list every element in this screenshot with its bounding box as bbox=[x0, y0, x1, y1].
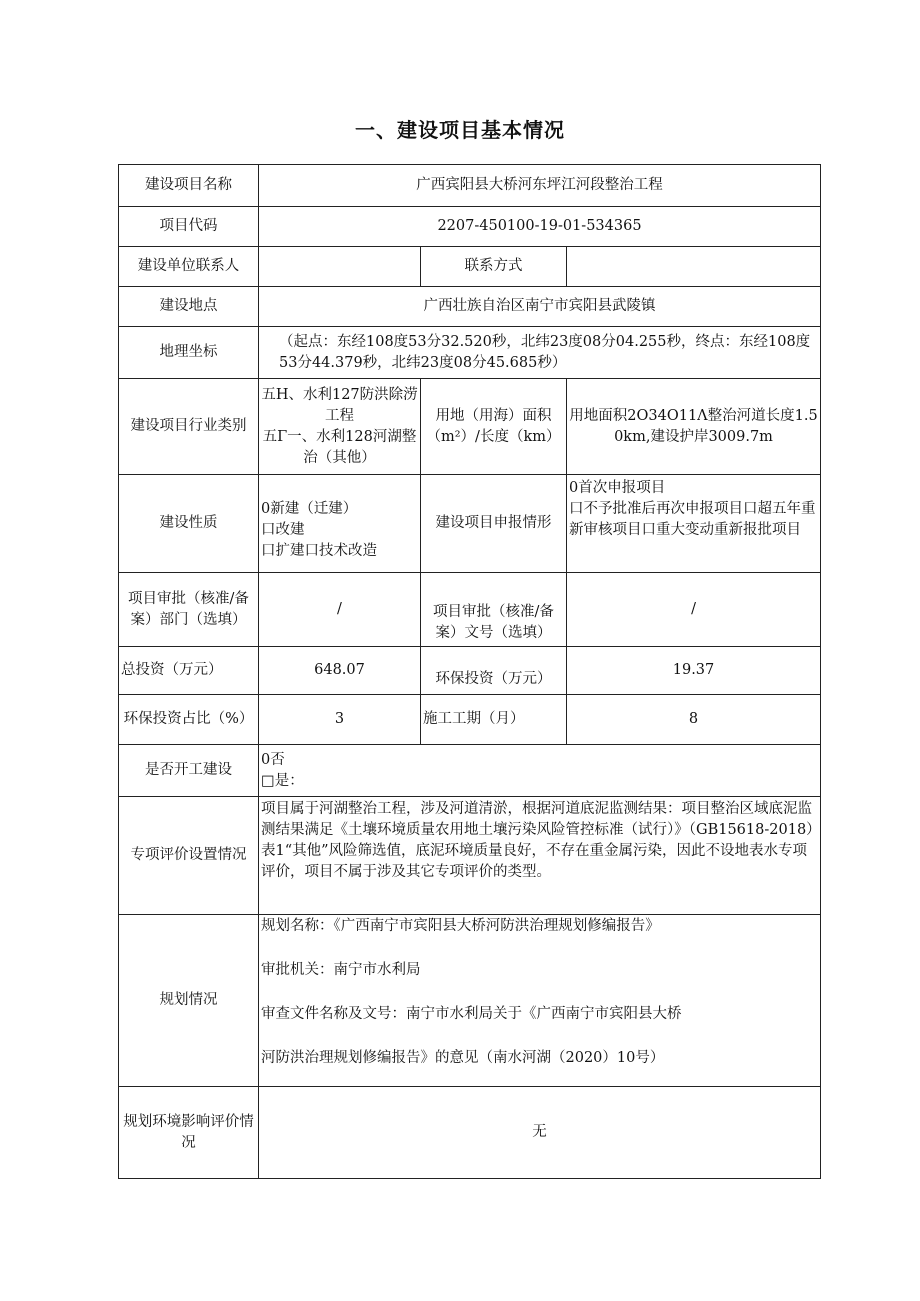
table-row bbox=[119, 745, 821, 797]
industry-category-label: 建设项目行业类别 bbox=[119, 379, 259, 475]
table-row bbox=[119, 287, 821, 327]
table-row bbox=[119, 647, 821, 695]
contact-method-value bbox=[567, 247, 821, 287]
table-row bbox=[119, 165, 821, 207]
planning-doc-line2: 河防洪治理规划修编报告》的意见（南水河湖（2020）10号） bbox=[261, 1050, 665, 1066]
special-evaluation-value: 项目属于河湖整治工程，涉及河道清淤，根据河道底泥监测结果：项目整治区域底泥监测结果满足《土壤环境质量农用地土壤污染风险管控标准（试行）》（GB15618-2018）表1“其他”风险筛选值，底泥环境质量良好，不存在重金属污染，因此不设地表水专项评价，项目不属于涉及其它专项评价的类型。 bbox=[259, 797, 821, 915]
table-row bbox=[119, 247, 821, 287]
declaration-type-value: 0首次申报项目 口不予批准后再次申报项目口超五年重新审核项目口重大变动重新报批项目 bbox=[567, 475, 821, 573]
construction-nature-label: 建设性质 bbox=[119, 475, 259, 573]
started-label: 是否开工建设 bbox=[119, 745, 259, 797]
approval-doc-label: 项目审批（核准/备案）文号（选填） bbox=[421, 573, 567, 647]
table-row bbox=[119, 475, 821, 573]
coordinates-value: （起点：东经108度53分32.520秒，北纬23度08分04.255秒，终点：东经108度53分44.379秒，北纬23度08分45.685秒） bbox=[259, 327, 821, 379]
industry-category-value: 五H、水利127防洪除涝工程 五Γ一、水利128河湖整治（其他） bbox=[259, 379, 421, 475]
table-row bbox=[119, 915, 821, 1087]
env-ratio-value: 3 bbox=[259, 695, 421, 745]
construction-period-value: 8 bbox=[567, 695, 821, 745]
construction-nature-value: 0新建（迁建） 口改建 口扩建口技术改造 bbox=[259, 475, 421, 573]
table-row bbox=[119, 797, 821, 915]
land-area-value: 用地面积2O34O11Λ整治河道长度1.50km,建设护岸3009.7m bbox=[567, 379, 821, 475]
land-area-label: 用地（用海）面积（m²）/长度（km） bbox=[421, 379, 567, 475]
declaration-type-label: 建设项目申报情形 bbox=[421, 475, 567, 573]
location-value: 广西壮族自治区南宁市宾阳县武陵镇 bbox=[259, 287, 821, 327]
total-investment-value: 648.07 bbox=[259, 647, 421, 695]
planning-name: 规划名称：《广西南宁市宾阳县大桥河防洪治理规划修编报告》 bbox=[261, 918, 660, 934]
special-evaluation-label: 专项评价设置情况 bbox=[119, 797, 259, 915]
planning-value bbox=[259, 915, 821, 1087]
project-code-value: 2207-450100-19-01-534365 bbox=[259, 207, 821, 247]
table-row bbox=[119, 695, 821, 745]
env-ratio-label: 环保投资占比（%） bbox=[119, 695, 259, 745]
coordinates-label: 地理坐标 bbox=[119, 327, 259, 379]
env-investment-value: 19.37 bbox=[567, 647, 821, 695]
approval-doc-value: / bbox=[567, 573, 821, 647]
planning-env-label: 规划环境影响评价情况 bbox=[119, 1087, 259, 1179]
planning-env-value: 无 bbox=[259, 1087, 821, 1179]
contact-person-label: 建设单位联系人 bbox=[119, 247, 259, 287]
planning-doc-line1: 审查文件名称及文号：南宁市水利局关于《广西南宁市宾阳县大桥 bbox=[261, 1006, 682, 1022]
project-code-label: 项目代码 bbox=[119, 207, 259, 247]
location-label: 建设地点 bbox=[119, 287, 259, 327]
table-row bbox=[119, 379, 821, 475]
construction-period-label: 施工工期（月） bbox=[421, 695, 567, 745]
approval-department-label: 项目审批（核准/备案）部门（选填） bbox=[119, 573, 259, 647]
table-row bbox=[119, 207, 821, 247]
page-title: 一、建设项目基本情况 bbox=[355, 118, 565, 142]
project-info-table bbox=[118, 164, 821, 1179]
table-row bbox=[119, 1087, 821, 1179]
contact-person-value bbox=[259, 247, 421, 287]
started-value: 0否 □是： bbox=[259, 745, 821, 797]
table-row bbox=[119, 573, 821, 647]
planning-authority: 审批机关：南宁市水利局 bbox=[261, 962, 421, 978]
project-name-label: 建设项目名称 bbox=[119, 165, 259, 207]
env-investment-label: 环保投资（万元） bbox=[421, 647, 567, 695]
total-investment-label: 总投资（万元） bbox=[119, 647, 259, 695]
table-row bbox=[119, 327, 821, 379]
contact-method-label: 联系方式 bbox=[421, 247, 567, 287]
planning-label: 规划情况 bbox=[119, 915, 259, 1087]
approval-department-value: / bbox=[259, 573, 421, 647]
project-name-value: 广西宾阳县大桥河东坪江河段整治工程 bbox=[259, 165, 821, 207]
